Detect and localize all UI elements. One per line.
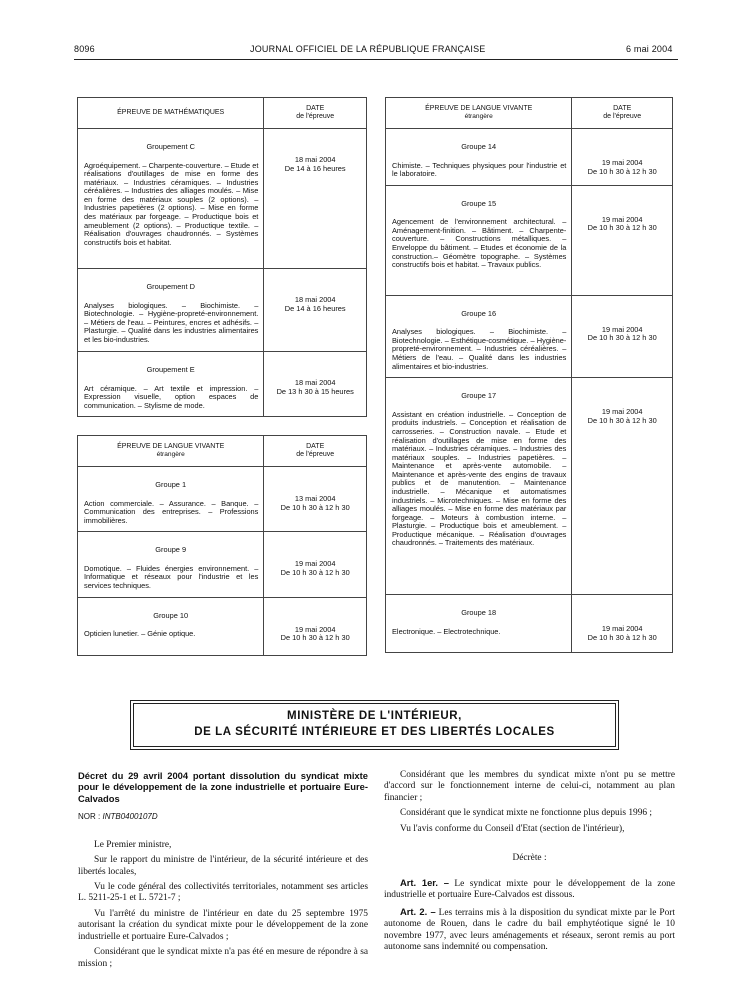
exam-time: De 14 à 16 heures bbox=[284, 303, 346, 313]
group-title: Groupe 14 bbox=[461, 142, 497, 151]
group-description: Action commerciale. – Assurance. – Banque. – Communication des entreprises. – Professions immobilières. bbox=[84, 498, 259, 525]
article-2-label: Art. 2. – bbox=[400, 905, 436, 917]
table-row bbox=[386, 295, 673, 377]
exam-time: De 10 h 30 à 12 h 30 bbox=[280, 567, 350, 577]
group-description: Agroéquipement. – Charpente-couverture. – Etude et réalisations d'outillages de mise en forme des matériaux. – Industries céramiques. – Industries céréalières. – Industries des alliages moulés. – Mise en forme des matériaux souples (2 options). – Industries papetières (2 options). – Mise en forme des matériaux par forgeage. – Productique bois et ameublement (2 options). – Productique textile. – Réalisation d'ouvrages chaudronnés. – Systèmes constructifs bois et habitat. bbox=[84, 160, 259, 247]
group-title: Groupe 18 bbox=[461, 608, 497, 618]
page-number: 8096 bbox=[74, 44, 95, 54]
group-title: Groupe 9 bbox=[155, 545, 187, 555]
math-exam-table bbox=[77, 97, 367, 417]
language-exam-table-right bbox=[385, 97, 673, 653]
group-title: Groupement D bbox=[146, 282, 195, 291]
exam-time: De 10 h 30 à 12 h 30 bbox=[587, 333, 657, 343]
nor-reference: NOR : INTB0400107D bbox=[78, 811, 158, 821]
journal-title: JOURNAL OFFICIEL DE LA RÉPUBLIQUE FRANÇAISE bbox=[250, 44, 486, 54]
decree-paragraph: Considérant que le syndicat mixte ne fonctionne plus depuis 1996 ; bbox=[400, 808, 653, 819]
column-header-exam: ÉPREUVE DE MATHÉMATIQUES bbox=[78, 98, 264, 129]
exam-date: 19 mai 2004 bbox=[601, 624, 643, 634]
decree-paragraph: Vu le code général des collectivités territoriales, notamment ses articles L. 5211-25-1 et L. 5721-7 ; bbox=[78, 882, 368, 904]
exam-time: De 10 h 30 à 12 h 30 bbox=[587, 632, 657, 642]
decree-paragraph: Considérant que le syndicat mixte n'a pas été en mesure de répondre à sa mission ; bbox=[78, 947, 368, 969]
group-title: Groupe 1 bbox=[155, 480, 187, 489]
table-row bbox=[386, 378, 673, 595]
column-header-exam: ÉPREUVE DE LANGUE VIVANTE étrangère bbox=[386, 98, 572, 129]
column-header-exam: ÉPREUVE DE LANGUE VIVANTE étrangère bbox=[78, 436, 264, 467]
ministry-line-2: DE LA SÉCURITÉ INTÉRIEURE ET DES LIBERTÉS LOCALES bbox=[194, 725, 555, 738]
article-1: Art. 1er. – Le syndicat mixte pour le développement de la zone industrielle et portuaire Eure-Calvados est dissous. bbox=[384, 876, 676, 901]
table-row bbox=[78, 467, 367, 532]
article-2: Art. 2. – Les terrains mis à la disposition du syndicat mixte par le Port autonome de Rouen, dans le cadre du bail emphytéotique signé le 10 novembre 1977, avec leurs aménagements et réseaux, seront remis au port autonome sans indemnité ou compensation. bbox=[384, 905, 675, 953]
exam-time: De 10 h 30 à 12 h 30 bbox=[280, 633, 350, 643]
column-header-date: DATE de l'épreuve bbox=[572, 98, 673, 129]
decree-paragraph: Vu l'avis conforme du Conseil d'Etat (section de l'intérieur), bbox=[400, 823, 625, 834]
decree-left-column bbox=[78, 770, 368, 974]
exam-time: De 10 h 30 à 12 h 30 bbox=[280, 502, 350, 512]
group-description: Art céramique. – Art textile et impression. – Expression visuelle, option espaces de communication. – Stylisme de mode. bbox=[84, 383, 259, 410]
decree-paragraph: Sur le rapport du ministre de l'intérieur, de la sécurité intérieure et des libertés locales, bbox=[78, 855, 368, 877]
decree-right-column bbox=[384, 770, 675, 958]
group-title: Groupe 10 bbox=[153, 610, 189, 620]
group-description: Analyses biologiques. – Biochimiste. – Biotechnologie. – Hygiène-propreté-environnement. – Métiers de l'eau. – Peintures, encres et adhésifs. – Plasturgie. – Qualité dans les industries alimentaires et les bio-industries. bbox=[84, 300, 259, 344]
header-rule bbox=[74, 59, 678, 60]
ministry-line-1: MINISTÈRE DE L'INTÉRIEUR, bbox=[287, 710, 462, 722]
group-title: Groupe 17 bbox=[461, 391, 497, 401]
exam-date: 13 mai 2004 bbox=[294, 494, 336, 503]
exam-date: 19 mai 2004 bbox=[601, 324, 643, 334]
group-description: Agencement de l'environnement architectural. – Aménagement-finition. – Bâtiment. – Charpente-couverture. – Constructions métalliques. – Enveloppe du bâtiment. – Etudes et économie de la construction.– Géomètre topographe. – Systèmes constructifs bois et habitat. – Travaux publics. bbox=[392, 217, 567, 270]
exam-date: 18 mai 2004 bbox=[294, 295, 336, 304]
table-row bbox=[78, 129, 367, 269]
table-header bbox=[386, 98, 673, 129]
decrete-label: Décrète : bbox=[512, 853, 547, 864]
table-row bbox=[386, 185, 673, 295]
group-description: Analyses biologiques. – Biochimiste. – Biotechnologie. – Esthétique-cosmétique. – Hygiène-propreté-environnement. – Industries céréalières. – Métiers de l'eau. – Qualité dans les industries alimentaires et bio-industries. bbox=[392, 327, 567, 371]
column-header-date: DATE de l'épreuve bbox=[264, 98, 367, 129]
exam-date: 19 mai 2004 bbox=[601, 407, 643, 417]
table-row bbox=[386, 129, 673, 186]
group-title: Groupe 16 bbox=[461, 308, 497, 318]
decree-title: Décret du 29 avril 2004 portant dissolution du syndicat mixte pour le développement de la zone industrielle et portuaire Eure-Calvados bbox=[78, 770, 368, 804]
group-title: Groupement E bbox=[146, 365, 195, 374]
article-1-label: Art. 1er. – bbox=[400, 876, 449, 888]
group-title: Groupe 15 bbox=[461, 198, 497, 208]
group-title: Groupement C bbox=[146, 142, 195, 151]
exam-time: De 10 h 30 à 12 h 30 bbox=[587, 223, 657, 233]
table-header bbox=[78, 436, 367, 467]
group-description: Electronique. – Electrotechnique. bbox=[392, 626, 501, 636]
decree-paragraph: Le Premier ministre, bbox=[94, 839, 172, 850]
table-header bbox=[78, 98, 367, 129]
language-exam-table-left bbox=[77, 435, 367, 656]
decree-paragraph: Considérant que les membres du syndicat mixte n'ont pu se mettre d'accord sur le fonctionnement interne de celui-ci, notamment au plan financier ; bbox=[384, 770, 675, 803]
table-row bbox=[78, 269, 367, 352]
table-row bbox=[386, 595, 673, 653]
group-description: Assistant en création industrielle. – Conception de produits industriels. – Conception et réalisation de carrosseries. – Construction navale. – Etude et réalisation d'outillages de mise en forme des matériaux. – Industries céramiques. – Industries des matériaux souples. – Industries papetières. – Maintenance et après-vente automobile. – Maintenance et après-vente des engins de travaux publics et de manutention. – Maintenance industrielle. – Mécanique et automatismes industriels. – Microtechniques. – Mise en forme des alliages moulés. – Mise en forme des matériaux par forgeage. – Moteurs à combustion interne. – Plasturgie. – Productique bois et ameublement. – Productique mécanique. – Réalisation d'ouvrages chaudronnés. – Traitements des matériaux. bbox=[392, 409, 567, 548]
group-description: Chimiste. – Techniques physiques pour l'industrie et le laboratoire. bbox=[392, 160, 567, 179]
table-row bbox=[78, 597, 367, 655]
exam-date: 19 mai 2004 bbox=[294, 559, 336, 569]
exam-date: 18 mai 2004 bbox=[294, 378, 336, 387]
exam-date: 19 mai 2004 bbox=[601, 158, 643, 167]
exam-time: De 10 h 30 à 12 h 30 bbox=[587, 166, 657, 176]
exam-date: 19 mai 2004 bbox=[601, 214, 643, 224]
table-row bbox=[78, 532, 367, 597]
ministry-banner bbox=[133, 703, 616, 747]
issue-date: 6 mai 2004 bbox=[626, 44, 673, 54]
exam-time: De 10 h 30 à 12 h 30 bbox=[587, 415, 657, 425]
table-row bbox=[78, 352, 367, 417]
exam-time: De 13 h 30 à 15 heures bbox=[276, 386, 354, 396]
column-header-date: DATE de l'épreuve bbox=[264, 436, 367, 467]
group-description: Opticien lunetier. – Génie optique. bbox=[84, 629, 196, 639]
exam-date: 18 mai 2004 bbox=[294, 155, 336, 164]
decree-paragraph: Vu l'arrêté du ministre de l'intérieur en date du 25 septembre 1975 autorisant la création du syndicat mixte pour le développement de la zone industrielle et portuaire Eure-Calvados ; bbox=[78, 908, 368, 942]
exam-date: 19 mai 2004 bbox=[294, 624, 336, 634]
group-description: Domotique. – Fluides énergies environnement. – Informatique et réseaux pour l'industrie et les services techniques. bbox=[84, 563, 259, 591]
exam-time: De 14 à 16 heures bbox=[284, 163, 346, 173]
